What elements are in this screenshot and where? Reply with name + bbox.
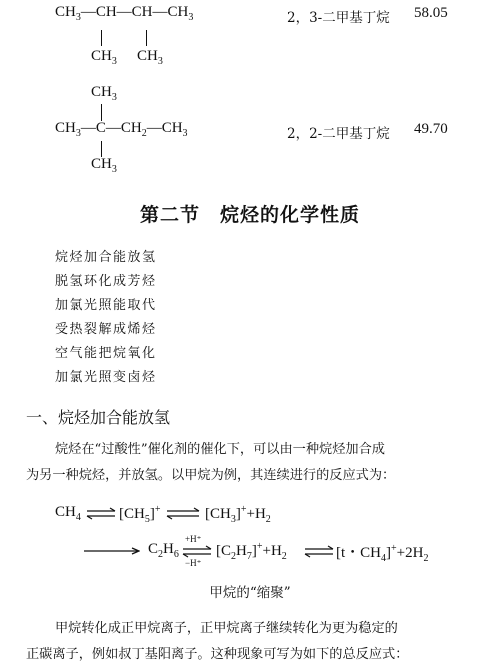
tert-product: [t・$CH_4]^++2H_2$ — [336, 543, 429, 564]
formula-main-chain: $CH_3—C—CH_2—CH_3$ — [55, 120, 188, 139]
methyl-branch-1: $CH_3$ — [91, 48, 117, 67]
equation-caption: 甲烷的“缩聚” — [209, 585, 291, 601]
arrow-under-label: −H⁺ — [185, 558, 202, 568]
poem-line: 脱氢环化成芳烃 — [55, 274, 157, 289]
bond-line — [101, 141, 102, 157]
equilibrium-arrow-icon — [166, 507, 200, 521]
methyl-top: $CH_3$ — [91, 84, 117, 103]
paragraph-line: 正碳离子，例如叔丁基阳离子。这种现象可写为如下的总反应式： — [26, 647, 409, 662]
bond-line — [101, 30, 102, 46]
subsection-heading: 一、烷烃加合能放氢 — [26, 408, 171, 427]
equilibrium-arrow-icon — [182, 545, 212, 559]
paragraph-line: 为另一种烷烃，并放氢。以甲烷为例，其连续进行的反应式为： — [26, 468, 396, 483]
poem-line: 加氯光照变卤烃 — [55, 370, 157, 385]
methyl-branch-2: $CH_3$ — [137, 48, 163, 67]
long-arrow-icon — [84, 547, 140, 555]
arrow-over-label: +H⁺ — [185, 534, 202, 544]
methyl-bottom: $CH_3$ — [91, 156, 117, 175]
formula-main-chain: $CH_3—CH—CH—CH_3$ — [55, 4, 194, 23]
octane-value: 58.05 — [414, 5, 448, 21]
octane-value: 49.70 — [414, 121, 448, 137]
poem-line: 受热裂解成烯烃 — [55, 322, 157, 337]
compound-name: 2，2-二甲基丁烷 — [287, 126, 390, 142]
methanium-ion: $[CH_5]^+$ — [119, 504, 161, 525]
poem-line: 烷烃加合能放氢 — [55, 250, 157, 265]
equilibrium-arrow-icon — [86, 507, 116, 521]
section-title: 第二节 烷烃的化学性质 — [139, 204, 360, 226]
paragraph-line: 甲烷转化成正甲烷离子，正甲烷离子继续转化为更为稳定的 — [55, 621, 398, 636]
poem-line: 加氯光照能取代 — [55, 298, 157, 313]
compound-name: 2，3-二甲基丁烷 — [287, 10, 390, 26]
methyl-cation-plus-h2: $[CH_3]^++H_2$ — [205, 504, 271, 525]
poem-line: 空气能把烷氧化 — [55, 346, 157, 361]
reactant-methane: $CH_4$ — [55, 504, 81, 523]
paragraph-line: 烷烃在“过酸性”催化剂的催化下，可以由一种烷烃加合成 — [55, 442, 385, 457]
bond-line — [146, 30, 147, 46]
equilibrium-arrow-icon — [304, 545, 334, 559]
bond-line — [101, 104, 102, 121]
ethane: $C_2H_6$ — [148, 541, 179, 560]
ethyl-cation-plus-h2: $[C_2H_7]^++H_2$ — [216, 541, 287, 562]
